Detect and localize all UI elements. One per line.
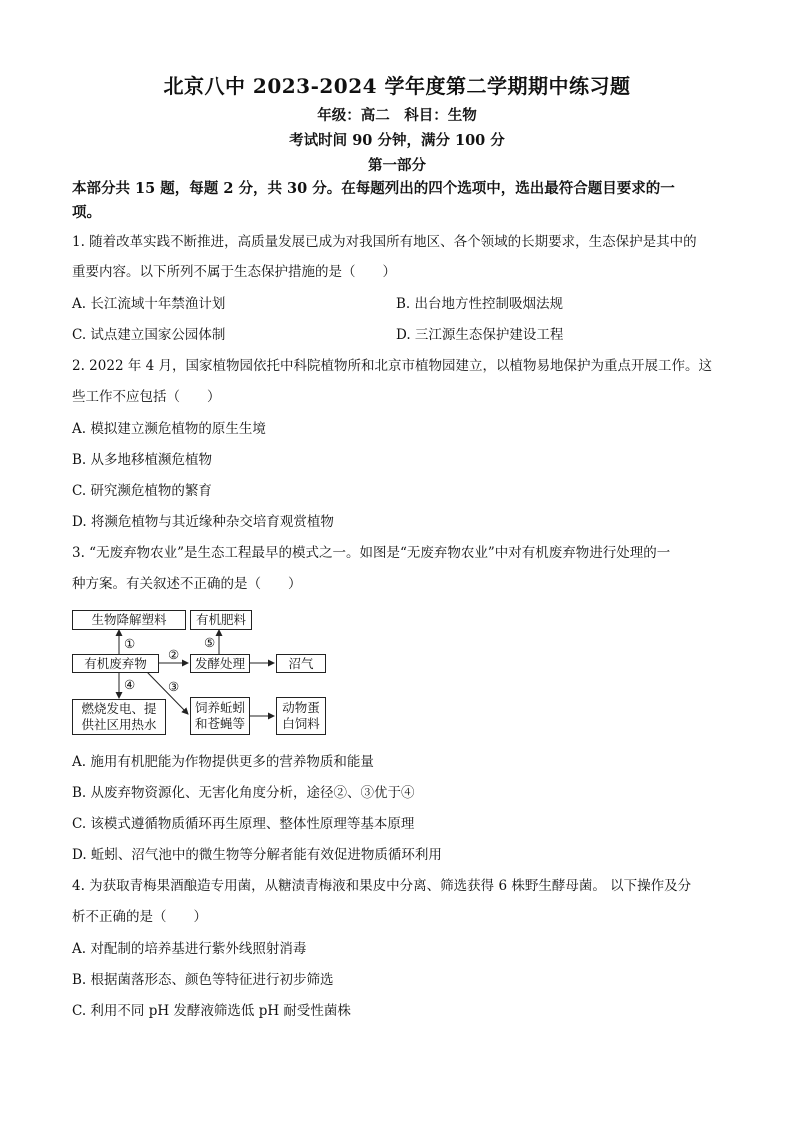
q2-option-d[interactable]: D. 将濒危植物与其近缘种杂交培育观赏植物 xyxy=(72,514,334,530)
q3-option-a[interactable]: A. 施用有机肥能为作物提供更多的营养物质和能量 xyxy=(72,754,374,770)
q2-option-b[interactable]: B. 从多地移植濒危植物 xyxy=(72,452,213,468)
q4-option-c[interactable]: C. 利用不同 pH 发酵液筛选低 pH 耐受性菌株 xyxy=(72,1003,351,1019)
q2-stem-line-1: 2. 2022 年 4 月，国家植物园依托中科院植物所和北京市植物园建立，以植物易地保护为重点开展工作。这 xyxy=(72,358,712,374)
q4-option-b[interactable]: B. 根据菌落形态、颜色等特征进行初步筛选 xyxy=(72,972,334,988)
q1-option-d[interactable]: D. 三江源生态保护建设工程 xyxy=(396,327,564,343)
q2-option-a[interactable]: A. 模拟建立濒危植物的原生生境 xyxy=(72,421,266,437)
box-bio-plastic: 生物降解塑料 xyxy=(72,610,186,630)
q2-option-c[interactable]: C. 研究濒危植物的繁育 xyxy=(72,483,212,499)
box-burning-power xyxy=(72,699,166,735)
box-feed-line-2: 和苍蝇等 xyxy=(194,716,245,731)
q1-option-a[interactable]: A. 长江流域十年禁渔计划 xyxy=(72,296,226,312)
instructions-line-1: 本部分共 15 题，每题 2 分，共 30 分。在每题列出的四个选项中，选出最符合题目要求的一 xyxy=(72,180,675,197)
instructions-line-2: 项。 xyxy=(72,204,101,221)
label-path-1: ① xyxy=(124,636,136,651)
box-burning-line-2: 供社区用热水 xyxy=(81,717,157,732)
q1-stem-line-1: 1. 随着改革实践不断推进，高质量发展已成为对我国所有地区、各个领域的长期要求，生态保护是其中的 xyxy=(72,234,697,250)
q3-option-d[interactable]: D. 蚯蚓、沼气池中的微生物等分解者能有效促进物质循环利用 xyxy=(72,847,442,863)
exam-info-line: 考试时间 90 分钟，满分 100 分 xyxy=(289,132,505,149)
instructions xyxy=(72,177,724,225)
q3-stem-line-1: 3. “无废弃物农业”是生态工程最早的模式之一。如图是“无废弃物农业”中对有机废弃物进行处理的一 xyxy=(72,545,671,561)
q3-option-c[interactable]: C. 该模式遵循物质循环再生原理、整体性原理等基本原理 xyxy=(72,816,415,832)
label-path-4: ④ xyxy=(124,677,136,692)
q4-stem-line-2: 析不正确的是（ ） xyxy=(72,909,207,925)
grade-subject-line: 年级：高二 科目：生物 xyxy=(317,107,477,124)
box-animal-line-1: 动物蛋 xyxy=(282,700,320,715)
label-path-3: ③ xyxy=(168,679,180,694)
q2-stem-line-2: 些工作不应包括（ ） xyxy=(72,389,221,405)
q3-stem-line-2: 种方案。有关叙述不正确的是（ ） xyxy=(72,576,302,592)
q4-option-a[interactable]: A. 对配制的培养基进行紫外线照射消毒 xyxy=(72,941,307,957)
box-burning-line-1: 燃烧发电、提 xyxy=(81,701,157,716)
waste-flow-diagram xyxy=(72,608,342,738)
q1-option-c[interactable]: C. 试点建立国家公园体制 xyxy=(72,327,226,343)
box-feed-worms xyxy=(190,697,250,735)
q1-option-b[interactable]: B. 出台地方性控制吸烟法规 xyxy=(396,296,564,312)
label-path-2: ② xyxy=(168,647,180,662)
box-feed-line-1: 饲养蚯蚓 xyxy=(194,700,245,715)
q4-stem-line-1: 4. 为获取青梅果酒酿造专用菌，从糖渍青梅液和果皮中分离、筛选获得 6 株野生酵母菌。 以下操作及分 xyxy=(72,878,692,894)
box-fermentation: 发酵处理 xyxy=(190,654,250,673)
part-heading: 第一部分 xyxy=(368,157,426,174)
label-path-5: ⑤ xyxy=(204,635,216,650)
q1-stem-line-2: 重要内容。以下所列不属于生态保护措施的是（ ） xyxy=(72,264,396,280)
box-biogas: 沼气 xyxy=(276,654,326,673)
box-organic-waste: 有机废弃物 xyxy=(72,654,159,673)
box-animal-feed xyxy=(276,697,326,735)
q3-option-b[interactable]: B. 从废弃物资源化、无害化角度分析，途径②、③优于④ xyxy=(72,785,415,801)
box-organic-fertilizer: 有机肥料 xyxy=(190,610,252,630)
page-title: 北京八中 2023-2024 学年度第二学期期中练习题 xyxy=(163,74,631,98)
box-animal-line-2: 白饲料 xyxy=(282,716,320,731)
